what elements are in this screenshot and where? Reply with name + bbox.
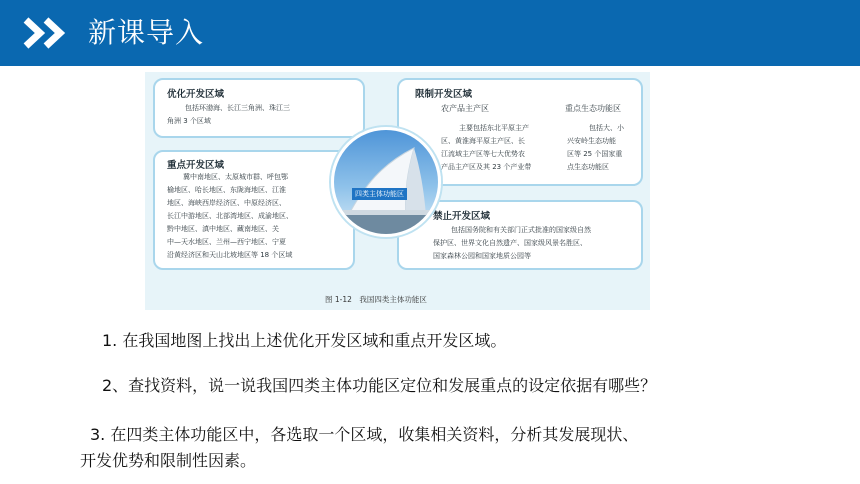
question-2: 2、查找资料，说一说我国四类主体功能区定位和发展重点的设定依据有哪些？ — [102, 376, 657, 395]
question-3-line-1: 3. 在四类主体功能区中，各选取一个区域，收集相关资料，分析其发展现状、 — [90, 425, 639, 444]
eco-zone-line-3: 区等 25 个国家重 — [567, 150, 623, 158]
prohibit-zone-title: 禁止开发区域 — [433, 211, 491, 222]
question-1: 1. 在我国地图上找出上述优化开发区域和重点开发区域。 — [102, 331, 507, 350]
key-zone-line-1: 冀中南地区、太原城市群、呼包鄂 — [183, 173, 288, 181]
agri-zone-line-1: 主要包括东北平原主产 — [459, 124, 529, 132]
key-zone-box — [153, 150, 355, 270]
center-label: 四类主体功能区 — [352, 188, 407, 200]
optimize-zone-title: 优化开发区域 — [167, 89, 225, 100]
optimize-zone-box — [153, 78, 365, 138]
title-bar — [0, 0, 860, 66]
prohibit-zone-line-2: 保护区、世界文化自然遗产、国家级风景名胜区、 — [433, 239, 587, 247]
agri-zone-line-2: 区、黄淮海平原主产区、长 — [441, 137, 525, 145]
eco-zone-subtitle: 重点生态功能区 — [565, 104, 621, 113]
building-illustration — [334, 130, 438, 234]
key-zone-line-6: 中—天水地区、兰州—西宁地区、宁夏 — [167, 238, 286, 246]
key-zone-title: 重点开发区域 — [167, 160, 225, 171]
prohibit-zone-box — [397, 200, 643, 270]
key-zone-line-5: 黔中地区、滇中地区、藏南地区、关 — [167, 225, 279, 233]
key-zone-line-4: 长江中游地区、北部湾地区、成渝地区、 — [167, 212, 293, 220]
optimize-zone-line-2: 角洲 3 个区域 — [167, 117, 211, 125]
page-title: 新课导入 — [88, 16, 205, 49]
double-chevron-right-icon — [22, 16, 74, 50]
key-zone-line-3: 地区、海峡西岸经济区、中原经济区、 — [167, 199, 286, 207]
agri-zone-line-3: 江流域主产区等七大优势农 — [441, 150, 525, 158]
center-building-photo — [331, 127, 441, 237]
agri-zone-subtitle: 农产品主产区 — [441, 104, 489, 113]
prohibit-zone-line-1: 包括国务院和有关部门正式批准的国家级自然 — [451, 226, 591, 234]
agri-zone-line-4: 产品主产区及其 23 个产业带 — [441, 163, 532, 171]
eco-zone-line-1: 包括大、小 — [589, 124, 624, 132]
eco-zone-line-2: 兴安岭生态功能 — [567, 137, 616, 145]
key-zone-line-7: 沿黄经济区和天山北坡地区等 18 个区域 — [167, 251, 293, 259]
figure-caption: 图 1-12 我国四类主体功能区 — [325, 295, 427, 304]
restrict-zone-title: 限制开发区域 — [415, 89, 473, 100]
prohibit-zone-line-3: 国家森林公园和国家地质公园等 — [433, 252, 531, 260]
eco-zone-line-4: 点生态功能区 — [567, 163, 609, 171]
optimize-zone-line-1: 包括环渤海、长江三角洲、珠江三 — [185, 104, 290, 112]
function-zones-figure — [145, 72, 650, 310]
key-zone-line-2: 榆地区、哈长地区、东陇海地区、江淮 — [167, 186, 286, 194]
question-3-line-2: 开发优势和限制性因素。 — [80, 451, 257, 470]
